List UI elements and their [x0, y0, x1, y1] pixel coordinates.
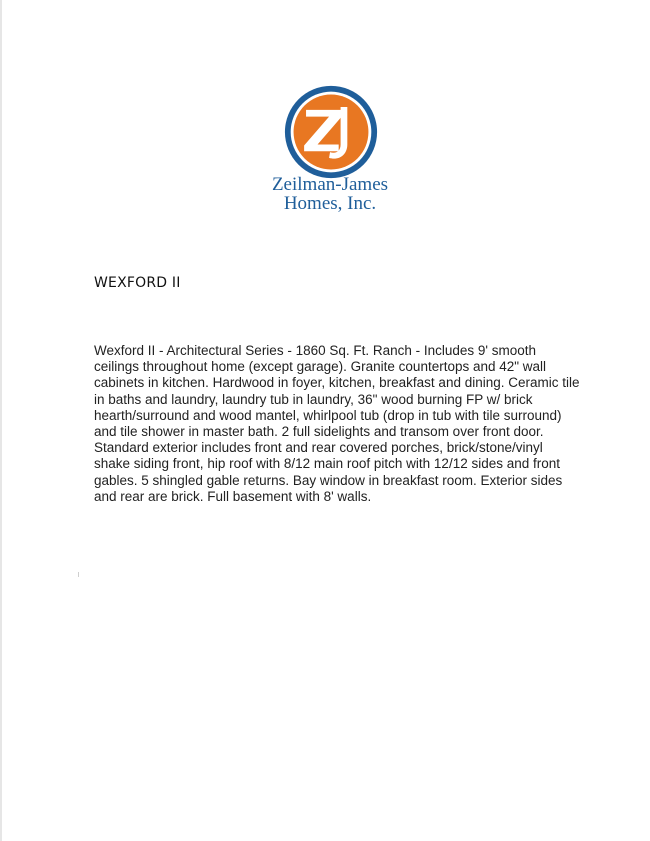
document-description: Wexford II - Architectural Series - 1860 Sq. Ft. Ranch - Includes 9' smooth ceilings throughout home (except garage). Granite countertops and 42" wall cabinets in kitchen. Hardwood in foyer, kitchen, breakfast and dining. Ceramic tile in baths and laundry, laundry tub in laundry, 36" wood burning FP w/ brick hearth/surround and wood mantel, whirlpool tub (drop in tub with tile surround) and tile shower in master bath. 2 full sidelights and transom over front door. Standard exterior includes front and rear covered porches, brick/stone/vinyl shake siding front, hip roof with 8/12 main roof pitch with 12/12 sides and front gables. 5 shingled gable returns. Bay window in breakfast room. Exterior sides and rear are brick. Full basement with 8' walls. — [94, 343, 580, 504]
company-name-line1: Zeilman-James — [271, 174, 389, 195]
zj-logo — [283, 84, 379, 180]
page-left-edge — [0, 0, 2, 841]
scan-speck — [78, 572, 79, 577]
company-name-line2: Homes, Inc. — [283, 193, 377, 214]
company-name — [200, 175, 460, 213]
document-title: WEXFORD II — [94, 275, 181, 291]
